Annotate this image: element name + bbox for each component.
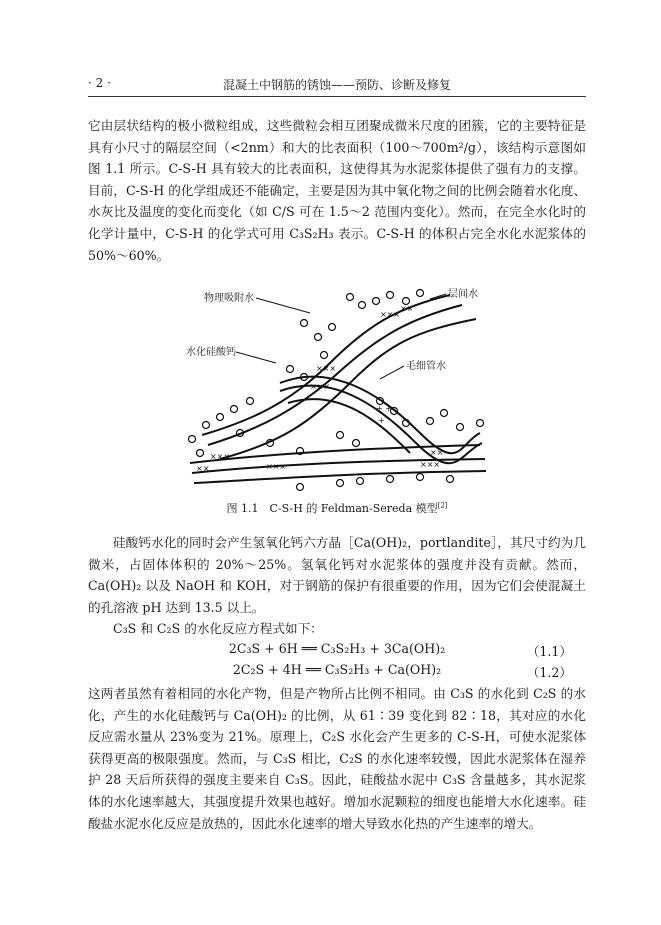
svg-text:×××: ××× [316,364,337,373]
equation-2 [88,662,586,682]
label-csh: 水化硅酸钙 [186,347,236,358]
equation-2-number: （1.2） [526,665,572,680]
equation-2-expr: 2C₂S + 4H ══ C₃S₂H₃ + Ca(OH)₂ [232,662,442,677]
paragraph-1: 它由层状结构的极小微粒组成，这些微粒会相互团聚成微米尺度的团簇，它的主要特征是具有小尺寸的隔层空间（<2nm）和大的比表面积（100～700m²/g），该结构示意图如图 1.1 所示。C-S-H 具有较大的比表面积，这使得其为水泥浆体提供了强有力的支撑。目前，C-S-H 的化学组成还不能确定，主要是因为其中氧化物之间的比例会随着水化度、水灰比及温度的变化而变化（如 C/S 可在 1.5～2 范围内变化）。然而，在完全水化时的化学计量中，C-S-H 的化学式可用 C₃S₂H₃ 表示。C-S-H 的体积占完全水化水泥浆体的 50%～60%。 [88,118,586,263]
label-adsorbed-water: 物理吸附水 [204,293,254,304]
svg-text:××: ×× [400,304,414,313]
page-number: · 2 · [88,76,111,90]
svg-text:×××: ××× [310,382,331,391]
svg-text:+ +: + + [376,404,392,413]
figure-caption-ref: [2] [437,501,448,510]
figure-caption [88,500,586,516]
equation-1 [88,641,586,661]
paragraph-4: 这两者虽然有着相同的水化产物，但是产物所占比例不相同。由 C₃S 的水化到 C₂S 的水化，产生的水化硅酸钙与 Ca(OH)₂ 的比例，从 61∶39 变化到 82∶18，其对应的水化反应需水量从 23%变为 21%。原理上，C₂S 水化会产生更多的 C-S-H，可使水泥浆体获得更高的极限强度。然而，与 C₃S 相比，C₂S 的水化速率较慢，因此水泥浆体在湿养护 28 天后所获得的强度主要来自 C₃S。因此，硅酸盐水泥中 C₃S 含量越多，其水泥浆体的水化速率越大，其强度提升效果也越好。增加水泥颗粒的细度也能增大水化速率。硅酸盐水泥水化反应是放热的，因此水化速率的增大导致水化热的产生速率的增大。 [88,686,586,831]
label-interlayer-water: 层间水 [448,289,478,300]
page-header [88,74,586,97]
paragraph-3: C₃S 和 C₂S 的水化反应方程式如下： [113,621,323,636]
svg-text:×××: ××× [210,452,231,461]
svg-text:×××: ××× [380,310,401,319]
figure-caption-text: 图 1.1 C-S-H 的 Feldman-Sereda 模型 [226,502,438,515]
svg-text:××: ×× [196,464,210,473]
paragraph-2: 硅酸钙水化的同时会产生氢氧化钙六方晶［Ca(OH)₂，portlandite］，其尺寸约为几微米，占固体体积的 20%～25%。氢氧化钙对水泥浆体的强度并没有贡献。然而，Ca(OH)₂ 以及 NaOH 和 KOH，对于钢筋的保护有很重要的作用，因为它们会使混凝土的孔溶液 pH 达到 13.5 以上。 [88,535,586,615]
equation-1-number: （1.1） [526,644,572,659]
svg-text:×××: ××× [420,460,441,469]
equation-1-expr: 2C₃S + 6H ══ C₃S₂H₃ + 3Ca(OH)₂ [228,641,446,656]
svg-text:×××: ××× [266,462,287,471]
running-title: 混凝土中钢筋的锈蚀——预防、诊断及修复 [222,78,451,92]
svg-text:+: + [378,416,385,425]
csh-model-figure [180,283,500,495]
svg-text:××: ×× [430,448,444,457]
label-capillary-water: 毛细管水 [406,361,446,372]
